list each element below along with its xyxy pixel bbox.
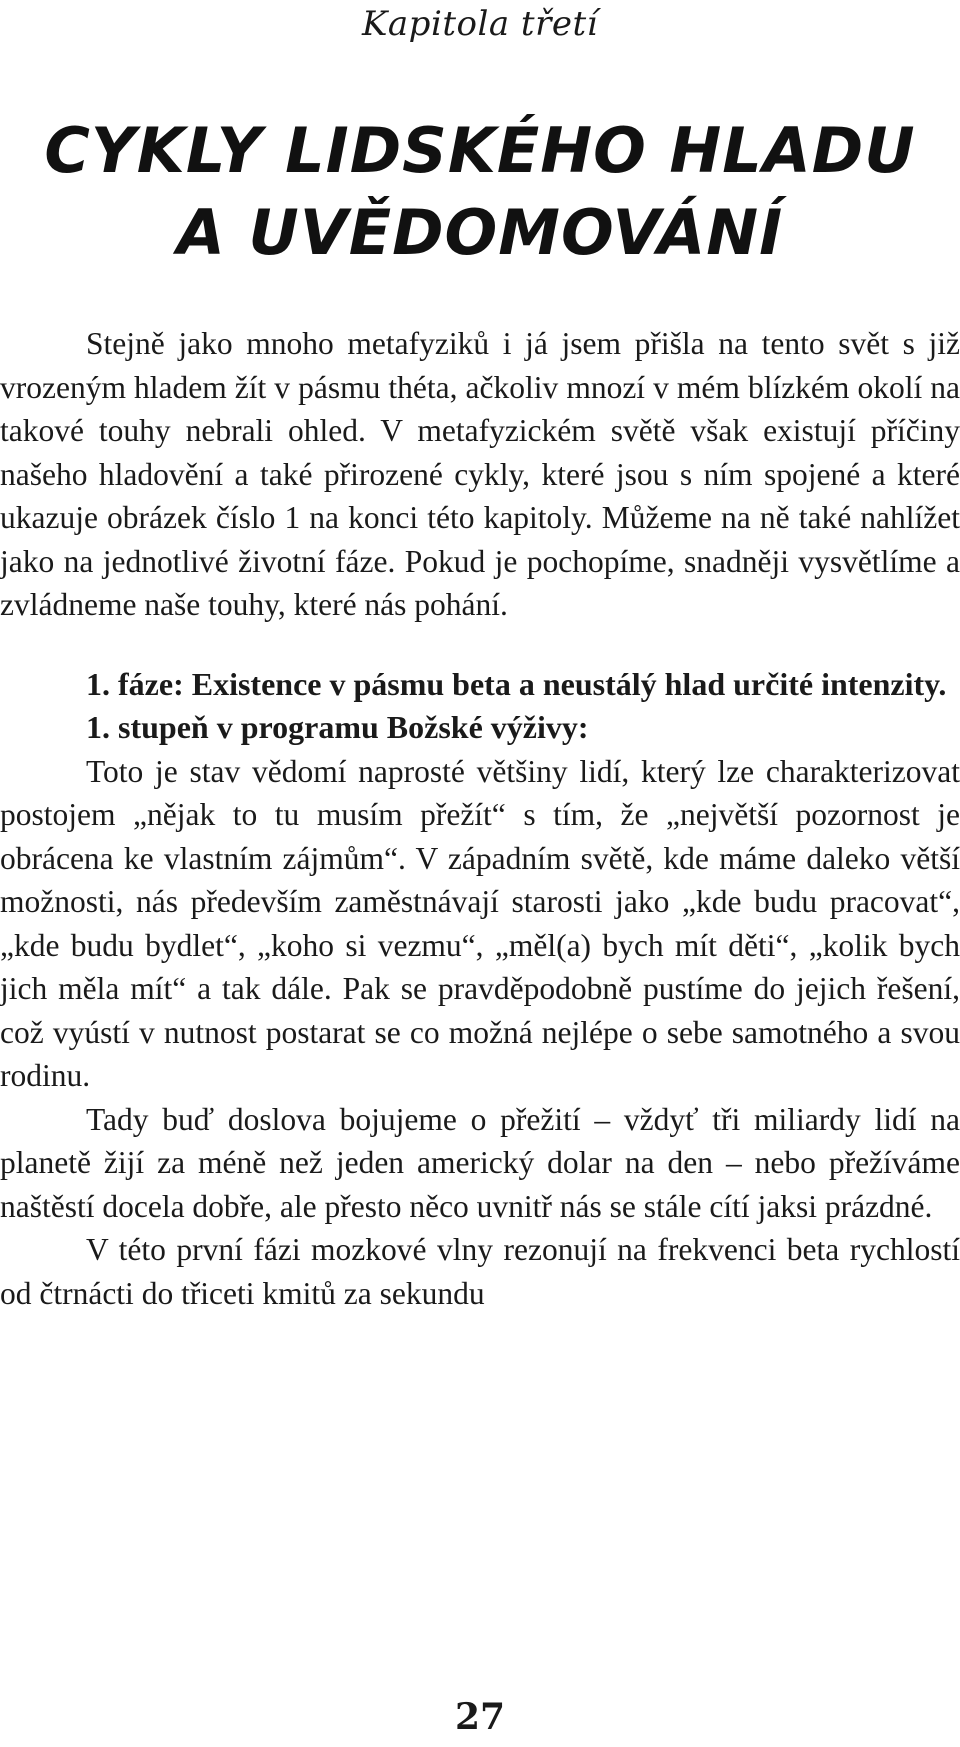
body-text	[0, 322, 960, 1315]
degree-heading: 1. stupeň v programu Božské výživy:	[86, 709, 589, 745]
paragraph-2: Tady buď doslova bojujeme o přežití – vždyť tři miliardy lidí na planetě žijí za méně než jeden americký dolar na den – nebo přežíváme naštěstí docela dobře, ale přesto něco uvnitř nás se stále cítí jaksi prázdné.	[0, 1101, 960, 1224]
section-gap	[0, 627, 960, 663]
chapter-title-line-1: CYKLY LIDSKÉHO HLADU	[44, 114, 916, 187]
page-number: 27	[454, 1696, 506, 1738]
paragraph-1: Toto je stav vědomí naprosté většiny lidí, který lze charakterizovat postojem „nějak to tu musím přežít“ s tím, že „největší pozornost je obrácena ke vlastním zájmům“. V západním světě, kde máme daleko větší možnosti, nás především zaměstnávají starosti jako „kde budu pracovat“, „kde budu bydlet“, „koho si vezmu“, „měl(a) bych mít děti“, „kolik bych jich měla mít“ a tak dále. Pak se pravděpodobně pustíme do jejich řešení, což vyústí v nutnost postarat se co možná nejlépe o sebe samotného a svou rodinu.	[0, 753, 960, 1093]
chapter-title-line-2: A UVĚDOMOVÁNÍ	[176, 196, 784, 269]
chapter-label: Kapitola třetí	[362, 4, 598, 44]
paragraph-3: V této první fázi mozkové vlny rezonují na frekvenci beta rychlostí od čtrnácti do třiceti kmitů za sekundu	[0, 1232, 960, 1311]
chapter-title	[0, 110, 960, 274]
intro-paragraph: Stejně jako mnoho metafyziků i já jsem přišla na tento svět s již vrozeným hladem žít v pásmu théta, ačkoliv mnozí v mém blízkém okolí na takové touhy nebrali ohled. V metafyzickém světě však existují příčiny našeho hladovění a také přirozené cykly, které jsou s ním spojené a které ukazuje obrázek číslo 1 na konci této kapitoly. Můžeme na ně také nahlížet jako na jednotlivé životní fáze. Pokud je pochopíme, snadněji vysvětlíme a zvládneme naše touhy, které nás pohání.	[0, 326, 960, 622]
phase-heading: 1. fáze: Existence v pásmu beta a neustálý hlad určité intenzity.	[86, 665, 947, 702]
